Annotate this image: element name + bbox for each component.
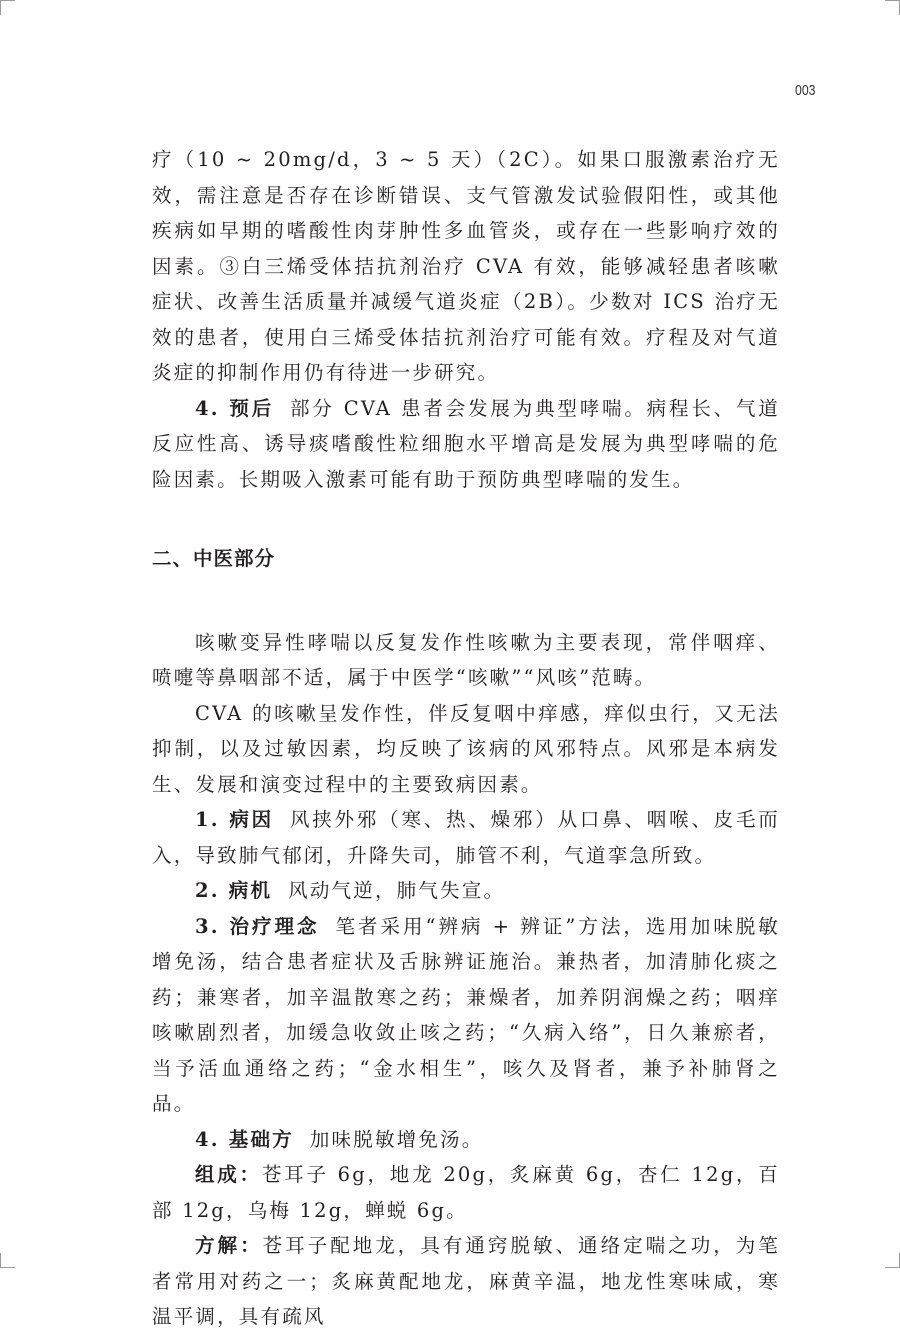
paragraph-etiology [152,802,780,873]
crop-mark-top-right [885,0,900,15]
paragraph-composition [152,1157,780,1228]
page-body [152,142,780,1335]
page-number: 003 [795,82,816,99]
spacer [152,577,780,625]
treatment-concept-text: 笔者采用“辨病 + 辨证”方法，选用加味脱敏增免汤，结合患者症状及舌脉辨证施治。兼热者，加清肺化痰之药；兼寒者，加辛温散寒之药；兼燥者，加养阴润燥之药；咽痒咳嗽剧烈者，加缓急收敛止咳之药；“久病入络”，日久兼瘀者，当予活血通络之药；“金水相生”，咳久及肾者，兼予补肺肾之品。 [152,914,781,1115]
paragraph-tcm-intro-1: 咳嗽变异性哮喘以反复发作性咳嗽为主要表现，常伴咽痒、喷嚏等鼻咽部不适，属于中医学“咳嗽”“风咳”范畴。 [152,630,780,689]
section-heading: 二、中医部分 [152,547,276,570]
paragraph-prognosis [152,391,780,498]
treatment-concept-label: 3. 治疗理念 [195,914,320,938]
paragraph-treatment-continued: 疗（10 ~ 20mg/d，3 ~ 5 天）（2C）。如果口服激素治疗无效，需注意是否存在诊断错误、支气管激发试验假阳性，或其他疾病如早期的嗜酸性肉芽肿性多血管炎，或存在一些影响疗效的因素。③白三烯受体拮抗剂治疗 CVA 有效，能够减轻患者咳嗽症状、改善生活质量并减缓气道炎症（2B）。少数对 ICS 治疗无效的患者，使用白三烯受体拮抗剂治疗可能有效。疗程及对气道炎症的抑制作用仍有待进一步研究。 [152,148,780,384]
composition-label: 组成： [195,1163,262,1186]
spacer [152,497,780,541]
paragraph-tcm-intro-2: CVA 的咳嗽呈发作性，伴反复咽中痒感，痒似虫行，又无法抑制，以及过敏因素，均反映了该病的风邪特点。风邪是本病发生、发展和演变过程中的主要致病因素。 [152,701,780,796]
crop-mark-top-left [0,0,15,15]
crop-mark-bottom-left [0,1253,15,1268]
paragraph-base-formula [152,1122,780,1158]
etiology-text: 风挟外邪（寒、热、燥邪）从口鼻、咽喉、皮毛而入，导致肺气郁闭，升降失司，肺管不利，气道挛急所致。 [152,808,780,867]
composition-text: 苍耳子 6g，地龙 20g，炙麻黄 6g，杏仁 12g，百部 12g，乌梅 12g，蝉蜕 6g。 [152,1163,780,1222]
explanation-label: 方解： [195,1234,263,1257]
paragraph-treatment-concept [152,909,780,1122]
base-formula-label: 4. 基础方 [195,1127,294,1151]
crop-mark-bottom-right [885,1253,900,1268]
prognosis-text: 部分 CVA 患者会发展为典型哮喘。病程长、气道反应性高、诱导痰嗜酸性粒细胞水平增高是发展为典型哮喘的危险因素。长期吸入激素可能有助于预防典型哮喘的发生。 [152,396,780,491]
paragraph-explanation [152,1228,780,1335]
base-formula-text: 加味脱敏增免汤。 [309,1127,484,1151]
pathogenesis-text: 风动气逆，肺气失宣。 [288,879,506,902]
etiology-label: 1. 病因 [195,808,274,831]
paragraph-pathogenesis [152,873,780,909]
explanation-text: 苍耳子配地龙，具有通窍脱敏、通络定喘之功，为笔者常用对药之一；炙麻黄配地龙，麻黄辛温，地龙性寒味咸，寒温平调，具有疏风 [152,1234,780,1328]
prognosis-label: 4. 预后 [195,396,275,420]
pathogenesis-label: 2. 病机 [195,879,273,902]
